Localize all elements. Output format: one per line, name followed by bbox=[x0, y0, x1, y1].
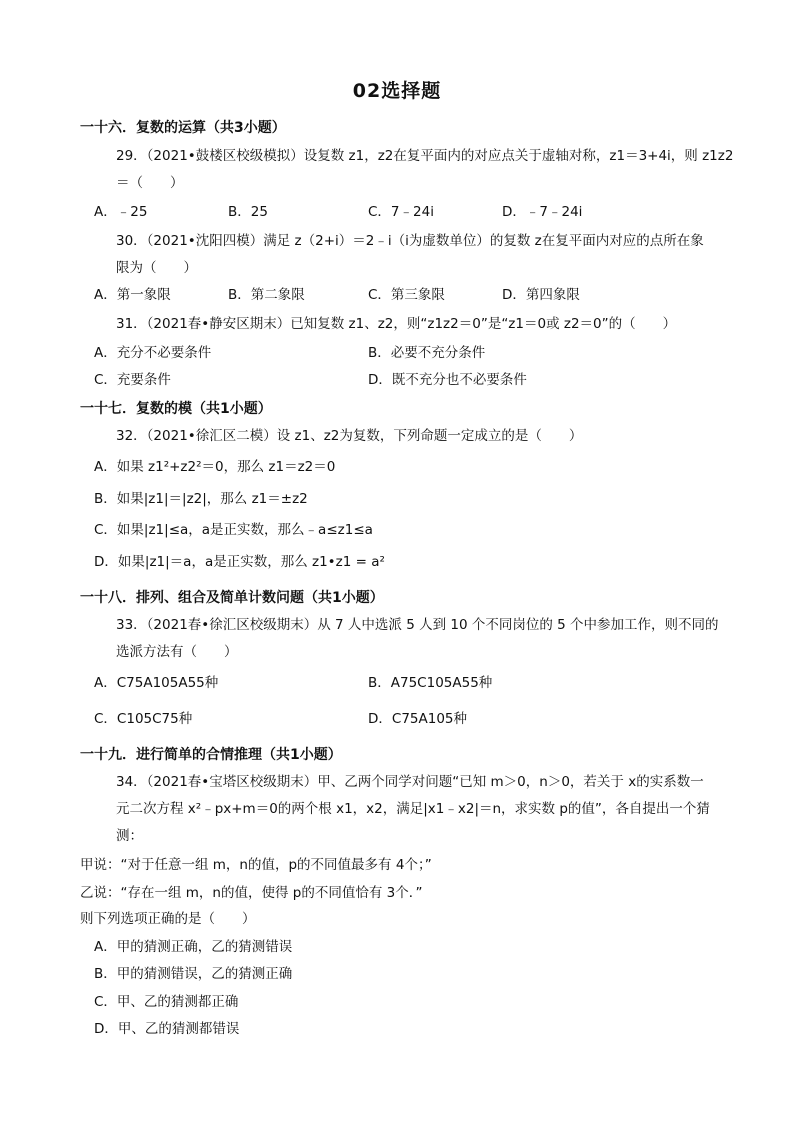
q34-ask: 则下列选项正确的是（ ） bbox=[80, 911, 256, 927]
q34-yi-statement: 乙说：“存在一组 m，n的值，使得 p的不同值恰有 3个．” bbox=[80, 885, 423, 901]
page-title: 02选择题 bbox=[352, 80, 442, 102]
q34-option-a[interactable]: A．甲的猜测正确，乙的猜测错误 bbox=[94, 939, 293, 955]
q34-option-c[interactable]: C．甲、乙的猜测都正确 bbox=[94, 994, 239, 1010]
question-29-stem: 29．（2021•鼓楼区校级模拟）设复数 z1，z2在复平面内的对应点关于虚轴对称，z1＝3+4i，则 z1z2 bbox=[116, 148, 734, 164]
q34-option-d[interactable]: D．甲、乙的猜测都错误 bbox=[94, 1021, 240, 1037]
q32-option-b[interactable]: B．如果|z1|＝|z2|，那么 z1＝±z2 bbox=[94, 491, 308, 507]
q29-option-a[interactable]: A．﹣25 bbox=[94, 204, 148, 220]
q33-option-b[interactable]: B．A75C105A55种 bbox=[368, 675, 493, 691]
q33-option-c[interactable]: C．C105C75种 bbox=[94, 711, 193, 727]
q31-option-d[interactable]: D．既不充分也不必要条件 bbox=[368, 372, 527, 388]
section-heading-18: 一十八．排列、组合及简单计数问题（共1小题） bbox=[80, 590, 384, 606]
q34-option-b[interactable]: B．甲的猜测错误，乙的猜测正确 bbox=[94, 966, 293, 982]
q30-option-c[interactable]: C．第三象限 bbox=[368, 287, 445, 303]
q32-option-a[interactable]: A．如果 z1²+z2²＝0，那么 z1＝z2＝0 bbox=[94, 459, 336, 475]
section-heading-16: 一十六．复数的运算（共3小题） bbox=[80, 120, 286, 136]
question-31-stem: 31．（2021春•静安区期末）已知复数 z1、z2，则“z1z2＝0”是“z1＝0或 z2＝0”的（ ） bbox=[116, 316, 677, 332]
question-30-stem: 30．（2021•沈阳四模）满足 z（2+i）＝2﹣i（i为虚数单位）的复数 z在复平面内对应的点所在象 bbox=[116, 233, 704, 249]
q29-option-d[interactable]: D．﹣7﹣24i bbox=[502, 204, 583, 220]
section-heading-19: 一十九．进行简单的合情推理（共1小题） bbox=[80, 747, 342, 763]
question-32-stem: 32．（2021•徐汇区二模）设 z1、z2为复数，下列命题一定成立的是（ ） bbox=[116, 428, 583, 444]
question-33-stem: 33．（2021春•徐汇区校级期末）从 7 人中选派 5 人到 10 个不同岗位的 5 个中参加工作，则不同的 bbox=[116, 617, 719, 633]
q31-option-b[interactable]: B．必要不充分条件 bbox=[368, 345, 486, 361]
q30-option-a[interactable]: A．第一象限 bbox=[94, 287, 171, 303]
question-34-stem-cont: 元二次方程 x²﹣px+m＝0的两个根 x1，x2，满足|x1﹣x2|＝n，求实数 p的值”，各自提出一个猜 bbox=[116, 801, 710, 817]
q29-option-b[interactable]: B．25 bbox=[228, 204, 268, 220]
q33-option-d[interactable]: D．C75A105种 bbox=[368, 711, 468, 727]
q30-option-d[interactable]: D．第四象限 bbox=[502, 287, 580, 303]
question-33-stem-cont: 选派方法有（ ） bbox=[116, 644, 238, 660]
question-29-stem-cont: ＝（ ） bbox=[116, 175, 184, 191]
q32-option-d[interactable]: D．如果|z1|＝a，a是正实数，那么 z1•z1 = a² bbox=[94, 554, 385, 570]
q31-option-c[interactable]: C．充要条件 bbox=[94, 372, 171, 388]
question-34-stem: 34．（2021春•宝塔区校级期末）甲、乙两个同学对问题“已知 m＞0，n＞0，若关于 x的实系数一 bbox=[116, 774, 704, 790]
q32-option-c[interactable]: C．如果|z1|≤a，a是正实数，那么﹣a≤z1≤a bbox=[94, 522, 373, 538]
question-34-stem-end: 测： bbox=[116, 828, 143, 844]
q30-option-b[interactable]: B．第二象限 bbox=[228, 287, 305, 303]
q29-option-c[interactable]: C．7﹣24i bbox=[368, 204, 434, 220]
section-heading-17: 一十七．复数的模（共1小题） bbox=[80, 401, 272, 417]
q31-option-a[interactable]: A．充分不必要条件 bbox=[94, 345, 212, 361]
q34-jia-statement: 甲说：“对于任意一组 m，n的值，p的不同值最多有 4个；” bbox=[80, 857, 432, 873]
q33-option-a[interactable]: A．C75A105A55种 bbox=[94, 675, 219, 691]
question-30-stem-cont: 限为（ ） bbox=[116, 260, 197, 276]
